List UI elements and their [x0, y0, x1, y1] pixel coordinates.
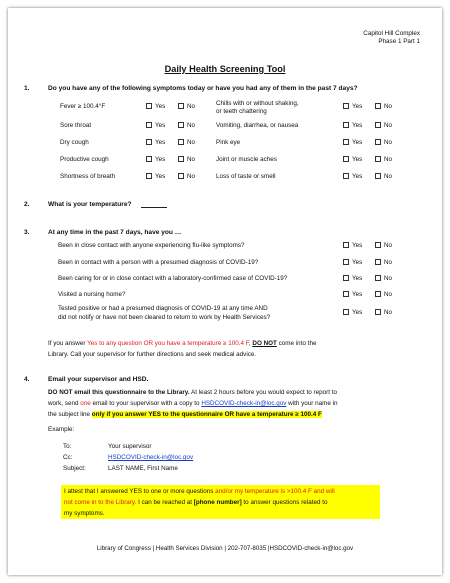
- q2-number: 2.: [24, 201, 30, 208]
- symptom-right-1-yes-option[interactable]: [343, 122, 362, 129]
- q4-one: one: [80, 400, 91, 407]
- q3-item-1-no-checkbox[interactable]: [375, 259, 381, 265]
- hsd-email-link[interactable]: HSDCOVID-check-in@loc.gov: [201, 400, 287, 407]
- symptom-left-2-no-label: No: [187, 139, 196, 146]
- q3-item-1-no-option[interactable]: [375, 259, 392, 266]
- q3-item-4-yes-checkbox[interactable]: [343, 309, 349, 315]
- attest-line2: [64, 499, 327, 506]
- symptom-label: Dry cough: [60, 139, 89, 146]
- symptom-left-3-yes-option[interactable]: [146, 156, 165, 163]
- symptom-right-1-no-option[interactable]: [375, 122, 392, 129]
- q4-line2-c: email to your supervisor with a copy to: [90, 400, 202, 407]
- symptom-label-line2: or teeth chattering: [216, 108, 267, 115]
- symptom-right-2-no-label: No: [384, 139, 393, 146]
- symptom-right-3-yes-option[interactable]: [343, 156, 362, 163]
- symptom-right-0-yes-option[interactable]: [343, 103, 362, 110]
- symptom-right-1-yes-label: Yes: [352, 122, 363, 129]
- symptom-right-3-yes-checkbox[interactable]: [343, 156, 349, 162]
- symptom-left-4-yes-label: Yes: [155, 173, 166, 180]
- symptom-right-4-yes-option[interactable]: [343, 173, 362, 180]
- symptom-left-4-no-option[interactable]: [178, 173, 195, 180]
- q3-item-2-no-option[interactable]: [375, 275, 392, 282]
- notice-text-a: If you answer: [48, 340, 88, 347]
- symptom-left-1-yes-checkbox[interactable]: [146, 122, 152, 128]
- symptom-left-3-no-label: No: [187, 156, 196, 163]
- q3-item-2-no-label: No: [384, 275, 393, 282]
- symptom-label: Shortness of breath: [60, 173, 115, 180]
- q4-line2-a: work, send: [48, 400, 81, 407]
- q4-line3: [48, 411, 322, 418]
- symptom-left-1-no-label: No: [187, 122, 196, 129]
- symptom-right-1-no-label: No: [384, 122, 393, 129]
- symptom-label: Fever ≥ 100.4°F: [60, 103, 106, 110]
- symptom-right-4-no-checkbox[interactable]: [375, 173, 381, 179]
- symptom-left-1-no-option[interactable]: [178, 122, 195, 129]
- symptom-right-2-yes-label: Yes: [352, 139, 363, 146]
- symptom-left-2-yes-checkbox[interactable]: [146, 139, 152, 145]
- symptom-left-4-yes-checkbox[interactable]: [146, 173, 152, 179]
- header-location: [363, 30, 420, 46]
- q4-do-not-email: DO NOT email this questionnaire to the Library.: [48, 389, 190, 396]
- q3-item-3-no-label: No: [384, 291, 393, 298]
- attest-line3: my symptoms.: [64, 510, 105, 517]
- symptom-left-3-yes-checkbox[interactable]: [146, 156, 152, 162]
- symptom-label: Sore throat: [60, 122, 92, 129]
- q4-line1: [48, 389, 337, 396]
- q3-item-label-line2: did not notify or have not been cleared to return to work by Health Services?: [58, 314, 271, 321]
- page-title: Daily Health Screening Tool: [164, 64, 286, 74]
- q3-item-label: Been in close contact with anyone experiencing flu-like symptoms?: [58, 242, 245, 249]
- q3-item-3-no-option[interactable]: [375, 291, 392, 298]
- notice-condition: Yes to any question OR you have a temperature ≥ 100.4 F: [87, 340, 249, 347]
- symptom-label: Chills with or without shaking,: [216, 100, 299, 107]
- email-cc-link[interactable]: HSDCOVID-check-in@loc.gov: [108, 454, 194, 461]
- symptom-right-4-yes-checkbox[interactable]: [343, 173, 349, 179]
- notice-text-b: come into the: [276, 340, 317, 347]
- symptom-left-2-no-option[interactable]: [178, 139, 195, 146]
- notice-line1: [48, 340, 316, 347]
- symptom-left-4-no-checkbox[interactable]: [178, 173, 184, 179]
- symptom-left-0-yes-option[interactable]: [146, 103, 165, 110]
- q3-number: 3.: [24, 229, 30, 236]
- email-subject-value: LAST NAME, First Name: [108, 465, 178, 472]
- q3-item-0-no-option[interactable]: [375, 242, 392, 249]
- symptom-right-4-no-option[interactable]: [375, 173, 392, 180]
- symptom-right-4-yes-label: Yes: [352, 173, 363, 180]
- symptom-right-2-no-option[interactable]: [375, 139, 392, 146]
- q4-condition-highlight: only if you answer YES to the questionnaire OR have a temperature ≥ 100.4 F: [91, 411, 322, 418]
- q3-item-0-yes-checkbox[interactable]: [343, 242, 349, 248]
- symptom-left-4-no-label: No: [187, 173, 196, 180]
- symptom-left-1-yes-label: Yes: [155, 122, 166, 129]
- q3-item-1-yes-label: Yes: [352, 259, 363, 266]
- q3-item-1-no-label: No: [384, 259, 393, 266]
- q3-item-0-no-label: No: [384, 242, 393, 249]
- q1-number: 1.: [24, 85, 30, 92]
- q3-item-label: Visited a nursing home?: [58, 291, 126, 298]
- q4-text: Email your supervisor and HSD.: [48, 376, 149, 383]
- symptom-right-3-no-option[interactable]: [375, 156, 392, 163]
- symptom-label: Loss of taste or smell: [216, 173, 276, 180]
- attest-phone-placeholder: [phone number]: [193, 499, 242, 506]
- q3-item-label: Been caring for or in close contact with a laboratory-confirmed case of COVID-19?: [58, 275, 288, 282]
- q3-item-4-yes-option[interactable]: [343, 309, 362, 316]
- symptom-left-0-yes-label: Yes: [155, 103, 166, 110]
- q3-item-2-no-checkbox[interactable]: [375, 275, 381, 281]
- q3-item-0-no-checkbox[interactable]: [375, 242, 381, 248]
- q3-item-3-yes-option[interactable]: [343, 291, 362, 298]
- q3-item-0-yes-option[interactable]: [343, 242, 362, 249]
- page-footer: Library of Congress | Health Services Division | 202-707-8035 |HSDCOVID-check-in@loc.gov: [96, 545, 354, 552]
- symptom-left-2-no-checkbox[interactable]: [178, 139, 184, 145]
- q3-item-0-yes-label: Yes: [352, 242, 363, 249]
- q3-item-label: Been in contact with a person with a presumed diagnosis of COVID-19?: [58, 259, 259, 266]
- q4-line2-e: with your name in: [286, 400, 338, 407]
- symptom-label: Productive cough: [60, 156, 109, 163]
- q3-item-3-yes-checkbox[interactable]: [343, 291, 349, 297]
- symptom-label: Pink eye: [216, 139, 241, 146]
- q3-item-label: Tested positive or had a presumed diagnosis of COVID-19 at any time AND: [58, 305, 268, 312]
- notice-do-not: DO NOT: [252, 340, 277, 347]
- symptom-right-3-yes-label: Yes: [352, 156, 363, 163]
- symptom-left-0-yes-checkbox[interactable]: [146, 103, 152, 109]
- q3-item-3-yes-label: Yes: [352, 291, 363, 298]
- temperature-field[interactable]: [141, 207, 167, 208]
- symptom-right-0-no-checkbox[interactable]: [375, 103, 381, 109]
- symptom-left-1-yes-option[interactable]: [146, 122, 165, 129]
- attest-line1: [64, 488, 335, 495]
- q3-item-1-yes-option[interactable]: [343, 259, 362, 266]
- symptom-left-0-no-label: No: [187, 103, 196, 110]
- symptom-right-3-no-label: No: [384, 156, 393, 163]
- q4-line3-a: the subject line: [48, 411, 92, 418]
- symptom-right-0-no-option[interactable]: [375, 103, 392, 110]
- symptom-right-1-yes-checkbox[interactable]: [343, 122, 349, 128]
- q3-text: At any time in the past 7 days, have you …: [48, 229, 182, 236]
- symptom-right-3-no-checkbox[interactable]: [375, 156, 381, 162]
- attest-text-c: to answer questions related to: [241, 499, 328, 506]
- symptom-left-3-no-option[interactable]: [178, 156, 195, 163]
- email-to-label: To:: [63, 443, 72, 450]
- q4-number: 4.: [24, 376, 30, 383]
- symptom-left-1-no-checkbox[interactable]: [178, 122, 184, 128]
- q3-item-3-no-checkbox[interactable]: [375, 291, 381, 297]
- q3-item-2-yes-label: Yes: [352, 275, 363, 282]
- symptom-left-0-no-checkbox[interactable]: [178, 103, 184, 109]
- symptom-right-2-yes-checkbox[interactable]: [343, 139, 349, 145]
- symptom-left-0-no-option[interactable]: [178, 103, 195, 110]
- example-label: Example:: [48, 426, 75, 433]
- document-page: [8, 8, 442, 575]
- q3-item-4-no-option[interactable]: [375, 309, 392, 316]
- symptom-left-2-yes-option[interactable]: [146, 139, 165, 146]
- q3-item-4-yes-label: Yes: [352, 309, 363, 316]
- symptom-right-0-yes-label: Yes: [352, 103, 363, 110]
- header-line2: Phase 1 Part 1: [378, 38, 420, 45]
- symptom-left-3-yes-label: Yes: [155, 156, 166, 163]
- q3-item-4-no-label: No: [384, 309, 393, 316]
- q4-line1-rest: At least 2 hours before you would expect to report to: [189, 389, 337, 396]
- q3-item-2-yes-option[interactable]: [343, 275, 362, 282]
- q2-text-wrap: [48, 201, 167, 208]
- email-to-value: Your supervisor: [108, 443, 152, 450]
- symptom-right-2-yes-option[interactable]: [343, 139, 362, 146]
- symptom-label: Joint or muscle aches: [216, 156, 277, 163]
- symptom-left-4-yes-option[interactable]: [146, 173, 165, 180]
- q2-text: What is your temperature?: [48, 201, 132, 208]
- q3-item-2-yes-checkbox[interactable]: [343, 275, 349, 281]
- symptom-right-4-no-label: No: [384, 173, 393, 180]
- email-subject-label: Subject:: [63, 465, 86, 472]
- attest-text-a: I attest that I answered YES to one or more questions: [64, 488, 216, 495]
- notice-comma: ,: [248, 340, 253, 347]
- email-cc-label: Cc:: [63, 454, 73, 461]
- symptom-left-2-yes-label: Yes: [155, 139, 166, 146]
- symptom-label: Vomiting, diarrhea, or nausea: [216, 122, 299, 129]
- symptom-right-2-no-checkbox[interactable]: [375, 139, 381, 145]
- symptom-right-1-no-checkbox[interactable]: [375, 122, 381, 128]
- q4-line2: [48, 400, 338, 407]
- notice-line2: Library. Call your supervisor for further directions and seek medical advice.: [48, 351, 257, 358]
- header-line1: Capitol Hill Complex: [363, 30, 420, 37]
- symptom-right-0-yes-checkbox[interactable]: [343, 103, 349, 109]
- attest-text-red-b: not come in to the Library.: [64, 499, 137, 506]
- symptom-right-0-no-label: No: [384, 103, 393, 110]
- q3-item-4-no-checkbox[interactable]: [375, 309, 381, 315]
- attest-text-b: I can be reached at: [136, 499, 194, 506]
- attest-text-red-a: and/or my temperature is >100.4 F and will: [215, 488, 335, 495]
- q1-text: Do you have any of the following symptoms today or have you had any of them in the past 7 days?: [48, 85, 358, 92]
- q3-item-1-yes-checkbox[interactable]: [343, 259, 349, 265]
- symptom-left-3-no-checkbox[interactable]: [178, 156, 184, 162]
